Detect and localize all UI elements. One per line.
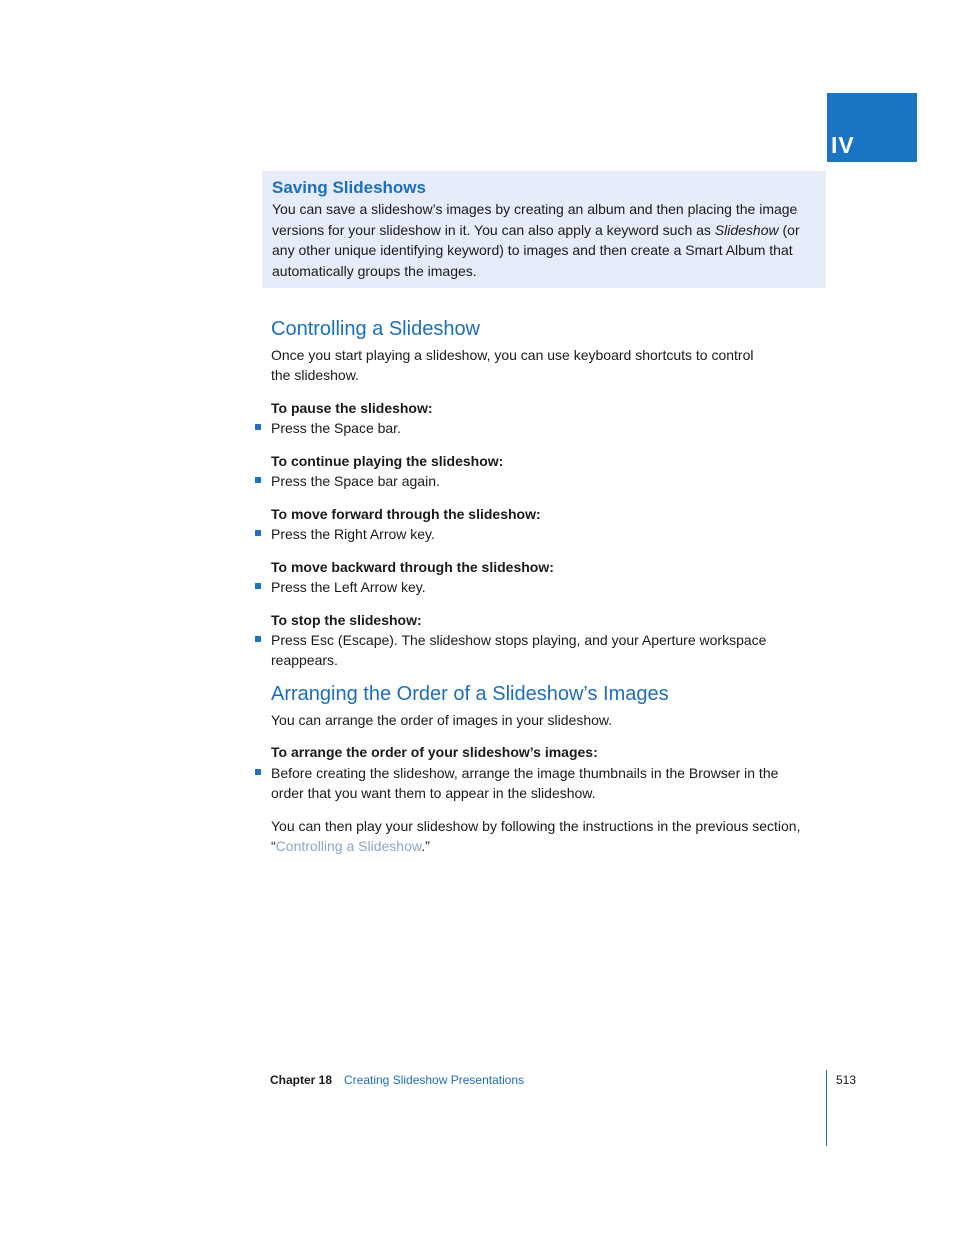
task-step-text: Press the Right Arrow key. [271, 526, 435, 542]
note-title: Saving Slideshows [272, 178, 426, 197]
task-label: To continue playing the slideshow: [271, 453, 504, 469]
cross-reference-link[interactable]: Controlling a Slideshow [275, 838, 422, 854]
note-body-part2: (or any other unique identifying keyword) to images and then create a Smart Album that automatically groups the images. [272, 221, 800, 279]
heading-controlling: Controlling a Slideshow [271, 318, 481, 340]
task-label: To move forward through the slideshow: [271, 506, 541, 522]
task-step [271, 630, 831, 670]
task-label: To move backward through the slideshow: [271, 559, 554, 575]
sidebar-note [262, 171, 826, 288]
part-tab-label: IV [831, 132, 855, 158]
bullet-square-icon [255, 424, 261, 430]
note-body-italic: Slideshow [714, 221, 779, 238]
heading-arranging: Arranging the Order of a Slideshow’s Images [271, 683, 669, 705]
task-step [271, 471, 831, 491]
footer-chapter-label: Chapter 18 [270, 1073, 333, 1087]
task-step-text: Press the Space bar again. [271, 473, 440, 489]
bullet-square-icon [255, 583, 261, 589]
page-number: 513 [836, 1073, 857, 1087]
task-step [271, 418, 831, 438]
bullet-square-icon [255, 636, 261, 642]
task-step-text: Press the Left Arrow key. [271, 579, 426, 595]
task-label: To pause the slideshow: [271, 400, 433, 416]
followup-suffix: .” [421, 838, 430, 854]
arranging-followup [271, 816, 831, 856]
bullet-square-icon [255, 769, 261, 775]
part-tab [827, 93, 917, 162]
controlling-intro [271, 345, 831, 385]
task-step-text: Before creating the slideshow, arrange the image thumbnails in the Browser in the order that you want them to appear in the slideshow. [271, 765, 779, 801]
followup-prefix: You can then play your slideshow by following the instructions in the previous section, “ [271, 818, 801, 854]
controlling-intro-line2: the slideshow. [271, 367, 359, 383]
task-label: To arrange the order of your slideshow’s images: [271, 744, 598, 760]
controlling-intro-line1: Once you start playing a slideshow, you can use keyboard shortcuts to control [271, 347, 754, 363]
task-label: To stop the slideshow: [271, 612, 422, 628]
footer-chapter-title: Creating Slideshow Presentations [344, 1073, 525, 1087]
task-step-text: Press Esc (Escape). The slideshow stops playing, and your Aperture workspace reappears. [271, 632, 767, 668]
task-step [271, 524, 831, 544]
note-body [272, 199, 816, 281]
task-step [271, 763, 811, 803]
footer-divider [826, 1070, 827, 1146]
task-step-text: Press the Space bar. [271, 420, 401, 436]
bullet-square-icon [255, 477, 261, 483]
note-body-part1: You can save a slideshow’s images by creating an album and then placing the image versions for your slideshow in it. You can also apply a keyword such as [272, 201, 798, 238]
bullet-square-icon [255, 530, 261, 536]
task-step [271, 577, 831, 597]
arranging-intro: You can arrange the order of images in your slideshow. [271, 712, 613, 728]
